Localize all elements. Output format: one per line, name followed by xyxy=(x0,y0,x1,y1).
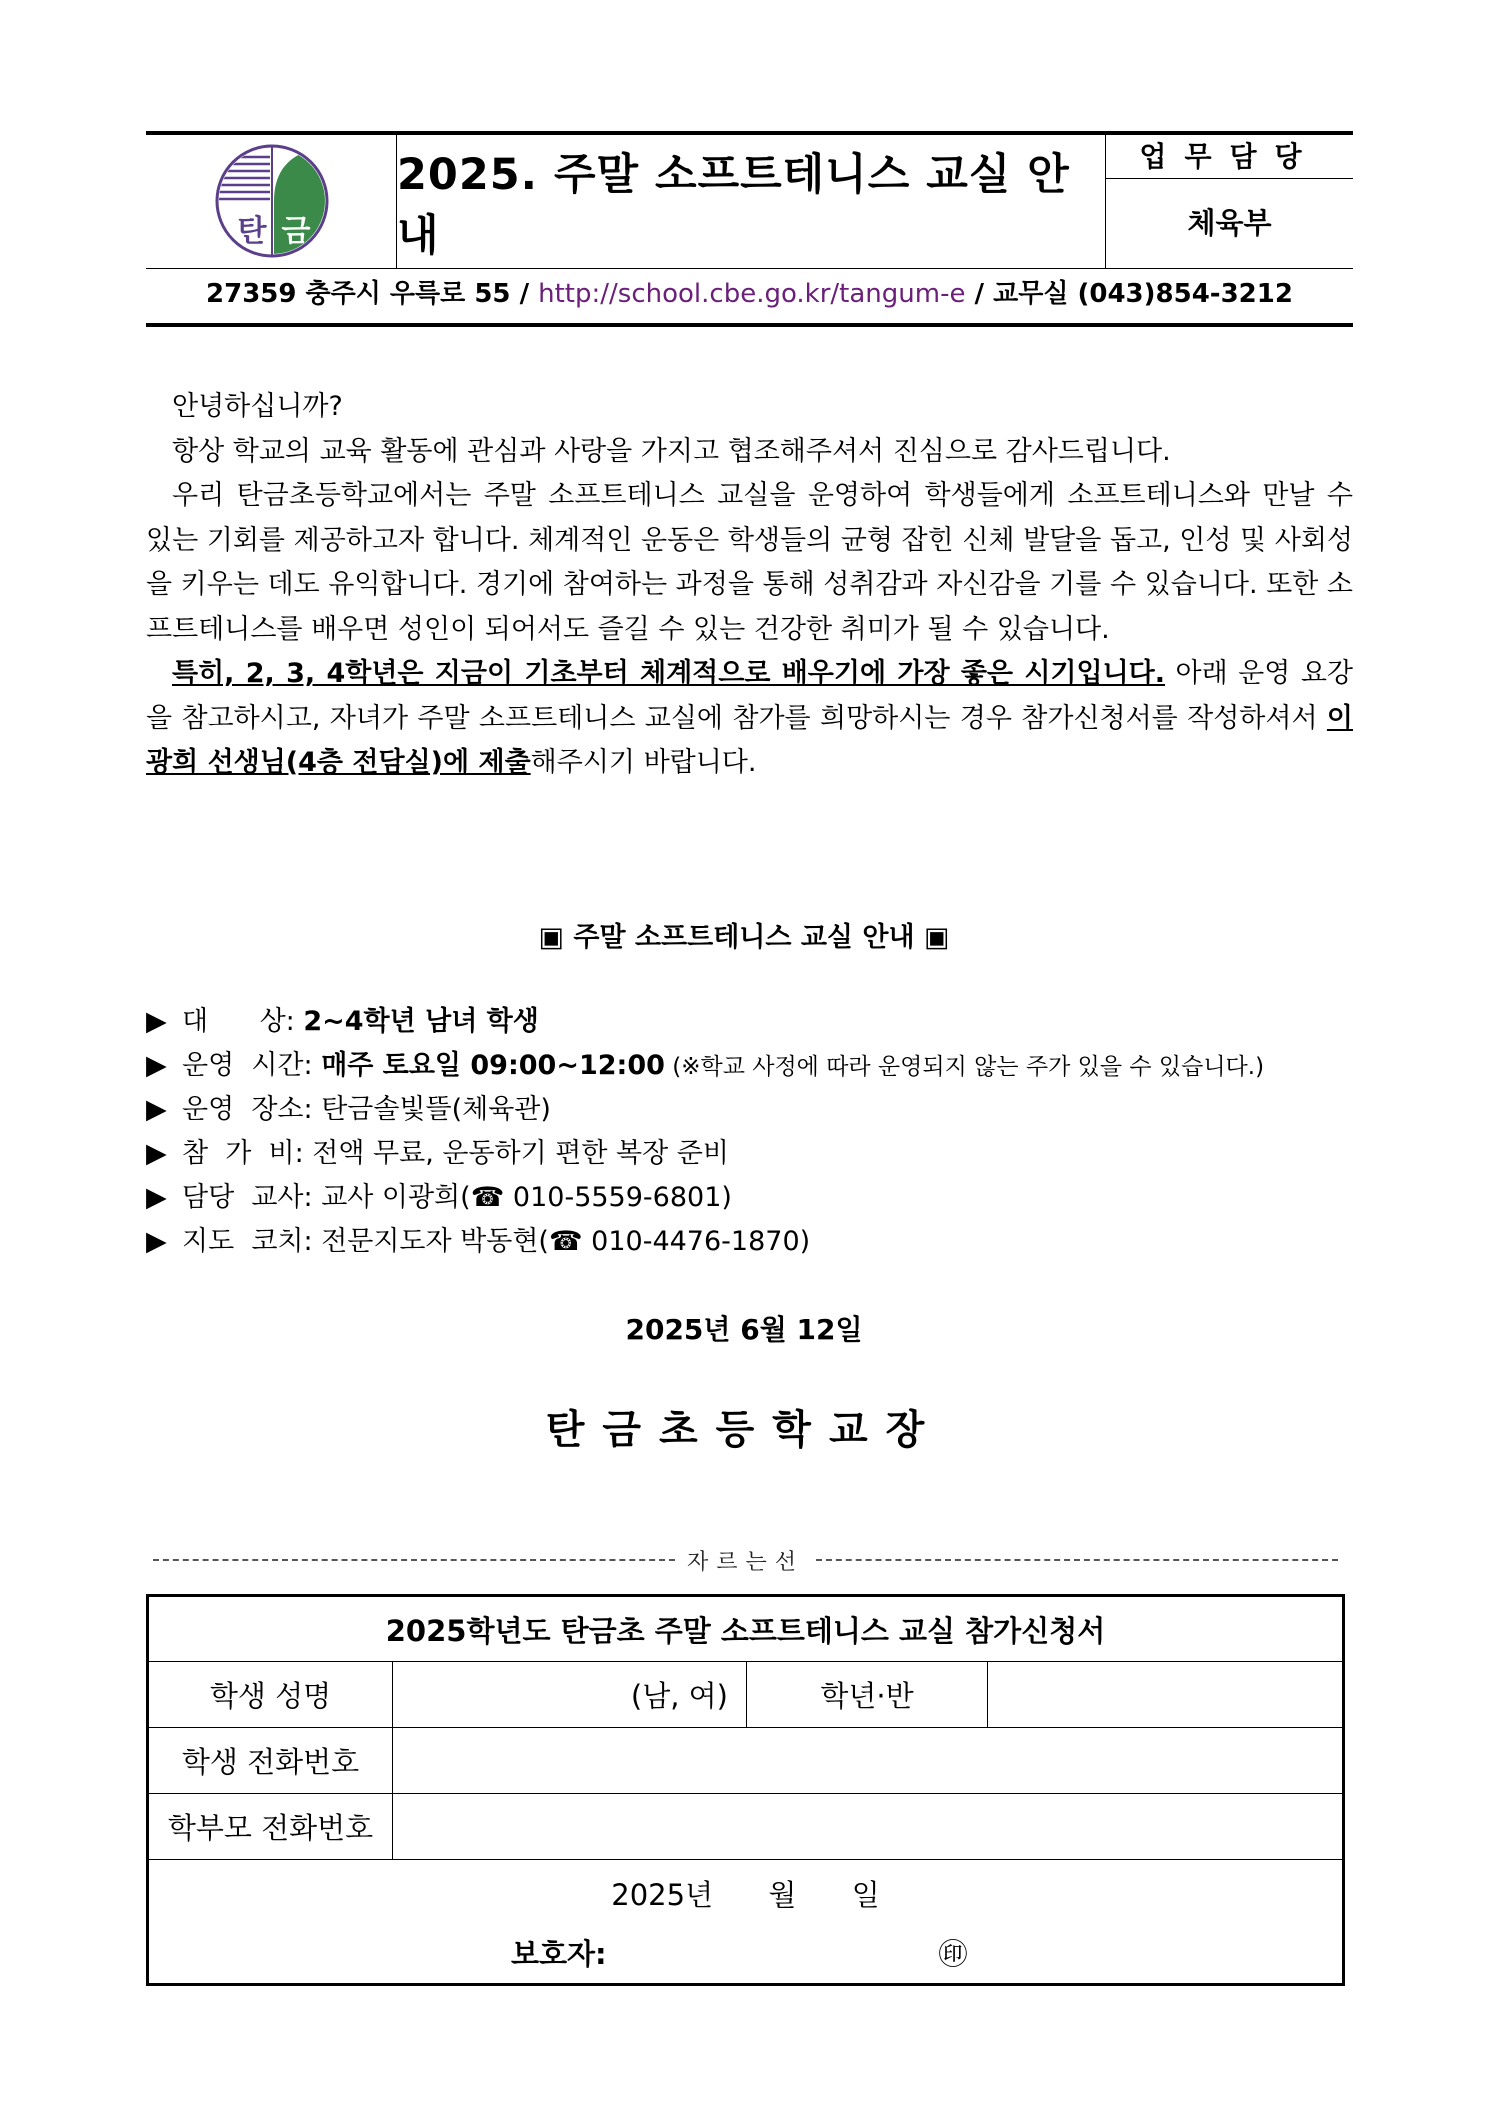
info-label: 지도 코치: xyxy=(182,1226,313,1257)
info-row xyxy=(146,1132,1353,1176)
thanks-paragraph: 항상 학교의 교육 활동에 관심과 사랑을 가지고 협조해주셔서 진심으로 감사드립니다. xyxy=(172,435,1171,467)
title-cell xyxy=(397,135,1106,268)
info-value: 2~4학년 남녀 학생 xyxy=(303,1006,539,1037)
info-label: 참 가 비: xyxy=(182,1138,304,1169)
student-name-field[interactable] xyxy=(393,1661,746,1727)
dashed-line xyxy=(816,1559,1338,1561)
info-value: 전액 무료, 운동하기 편한 복장 준비 xyxy=(312,1138,729,1169)
guardian-name-field[interactable] xyxy=(641,1927,933,1977)
info-value: 전문지도자 박동현(☎ 010-4476-1870) xyxy=(321,1226,811,1257)
triangle-bullet-icon: ▶ xyxy=(146,1050,167,1081)
info-row xyxy=(146,1220,1353,1264)
contact-text: / 교무실 (043)854-3212 xyxy=(965,279,1293,309)
grade-class-label: 학년·반 xyxy=(820,1678,914,1713)
student-phone-field[interactable] xyxy=(393,1727,1342,1793)
section-title: ▣ 주말 소프트테니스 교실 안내 ▣ xyxy=(538,922,950,953)
department-name: 체육부 xyxy=(1187,206,1272,240)
letterhead-top-row xyxy=(146,135,1353,269)
form-title: 2025학년도 탄금초 주말 소프트테니스 교실 참가신청서 xyxy=(385,1613,1106,1648)
cut-line xyxy=(153,1543,1338,1577)
form-date-line[interactable]: 2025년 월 일 xyxy=(611,1877,880,1912)
request-paragraph xyxy=(146,652,1353,786)
info-row xyxy=(146,1088,1353,1132)
info-label: 담당 교사: xyxy=(182,1182,313,1213)
info-list xyxy=(146,1000,1353,1264)
issue-date: 2025년 6월 12일 xyxy=(625,1313,863,1346)
triangle-bullet-icon: ▶ xyxy=(146,1226,167,1257)
student-phone-label: 학생 전화번호 xyxy=(181,1744,360,1779)
grade-class-field[interactable] xyxy=(988,1661,1342,1727)
highlight-sentence: 특히, 2, 3, 4학년은 지금이 기초부터 체계적으로 배우기에 가장 좋은 시기입니다. xyxy=(172,658,1165,689)
info-value: 교사 이광희(☎ 010-5559-6801) xyxy=(321,1182,732,1213)
address-text: 27359 충주시 우륵로 55 / xyxy=(206,279,539,309)
greeting: 안녕하십니까? xyxy=(172,391,343,422)
triangle-bullet-icon: ▶ xyxy=(146,1094,167,1125)
info-row xyxy=(146,1000,1353,1044)
department-label: 업무담당 xyxy=(1106,135,1353,179)
school-url-link[interactable]: http://school.cbe.go.kr/tangum-e xyxy=(538,279,966,309)
application-form xyxy=(146,1594,1345,1986)
dashed-line xyxy=(153,1559,675,1561)
cut-line-label: 자르는선 xyxy=(687,1549,805,1575)
info-value: 탄금솔빛뜰(체육관) xyxy=(321,1094,551,1125)
info-label: 운영 장소: xyxy=(182,1094,313,1125)
gender-choice[interactable]: (남, 여) xyxy=(630,1678,728,1713)
letter-body xyxy=(146,385,1353,786)
logo-cell xyxy=(146,135,397,268)
parent-phone-field[interactable] xyxy=(393,1793,1342,1859)
info-row xyxy=(146,1176,1353,1220)
address-line xyxy=(146,269,1353,319)
parent-phone-label: 학부모 전화번호 xyxy=(167,1810,374,1845)
info-value: 매주 토요일 09:00~12:00 xyxy=(321,1050,665,1081)
school-logo xyxy=(214,143,330,259)
info-note: (※학교 사정에 따라 운영되지 않는 주가 있을 수 있습니다.) xyxy=(664,1054,1265,1080)
seal-mark-icon: ㊞ xyxy=(938,1936,968,1971)
info-label: 운영 시간: xyxy=(182,1050,313,1081)
intro-paragraph: 우리 탄금초등학교에서는 주말 소프트테니스 교실을 운영하여 학생들에게 소프트테니스와 만날 수 있는 기회를 제공하고자 합니다. 체계적인 운동은 학생들의 균형 잡힌 신체 발달을 돕고, 인성 및 사회성을 키우는 데도 유익합니다. 경기에 참여하는 과정을 통해 성취감과 자신감을 기를 수 있습니다. 또한 소프트테니스를 배우면 성인이 되어서도 즐길 수 있는 건강한 취미가 될 수 있습니다. xyxy=(146,480,1353,645)
triangle-bullet-icon: ▶ xyxy=(146,1006,167,1037)
request-text-b: 해주시기 바랍니다. xyxy=(530,747,757,778)
triangle-bullet-icon: ▶ xyxy=(146,1182,167,1213)
info-row xyxy=(146,1044,1353,1088)
triangle-bullet-icon: ▶ xyxy=(146,1138,167,1169)
submit-to-text: 이광희 선생님(4층 전담실)에 제출 xyxy=(146,702,1353,778)
student-name-label: 학생 성명 xyxy=(209,1678,332,1713)
info-label: 대 상: xyxy=(182,1006,295,1037)
svg-text:탄: 탄 xyxy=(237,214,267,249)
letterhead xyxy=(146,131,1353,327)
form-divider xyxy=(149,1859,1342,1860)
principal-signature: 탄금초등학교장 xyxy=(545,1407,943,1453)
page-title: 2025. 주말 소프트테니스 교실 안내 xyxy=(397,149,1070,261)
guardian-label: 보호자: xyxy=(511,1936,607,1971)
svg-text:금: 금 xyxy=(281,214,311,249)
department-cell xyxy=(1106,135,1353,268)
request-text-a: 아래 운영 요강을 참고하시고, 자녀가 주말 소프트테니스 교실에 참가를 희망하시는 경우 참가신청서를 작성하셔서 xyxy=(146,658,1353,734)
